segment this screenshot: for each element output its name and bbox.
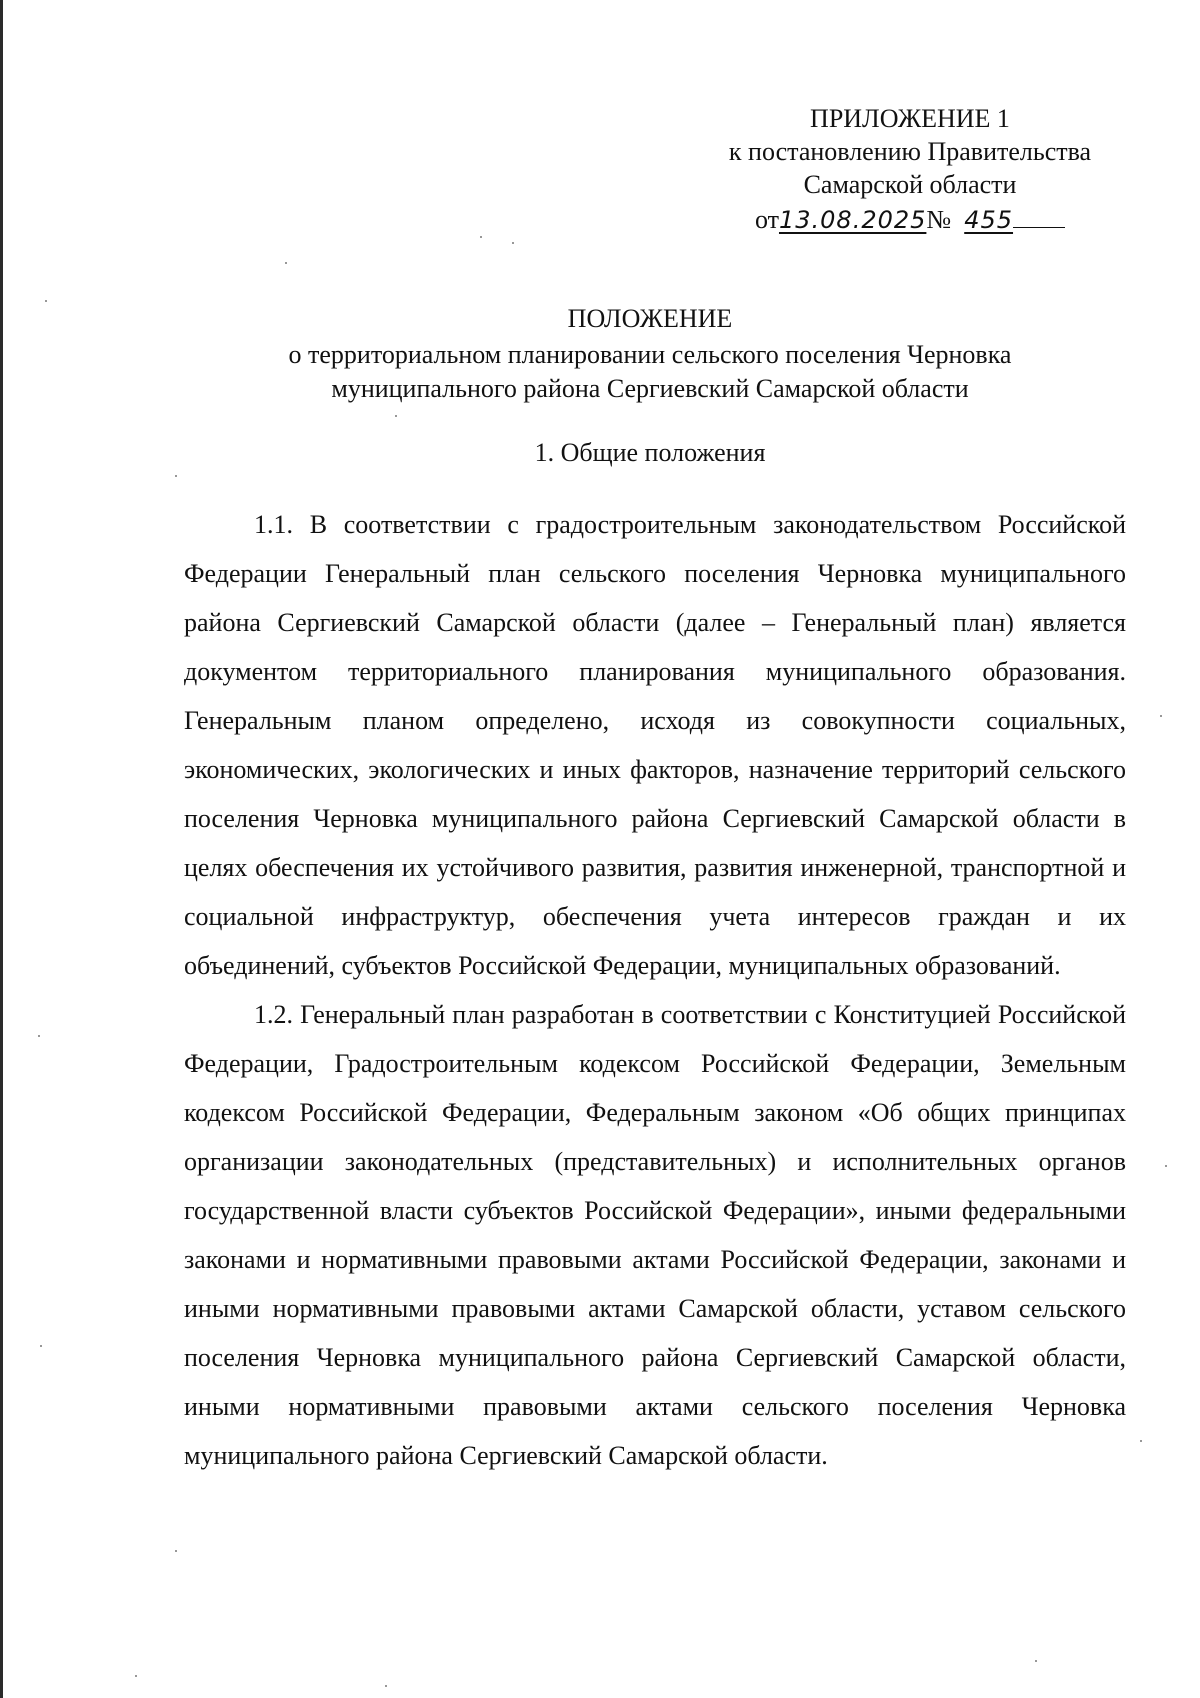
scan-speck	[45, 300, 47, 302]
attachment-date-line	[700, 203, 1120, 237]
number-sign: №	[926, 205, 952, 234]
scan-speck	[1140, 1440, 1142, 1442]
scan-speck	[40, 1345, 42, 1347]
scan-speck	[135, 1675, 137, 1677]
attachment-line-1: к постановлению Правительства	[728, 137, 1092, 166]
scan-speck	[175, 475, 177, 477]
paragraph-1-1: 1.1. В соответствии с градостроительным законодательством Российской Федерации Генеральный план сельского поселения Черновка муниципального района Сергиевский Самарской области (далее – Генеральный план) является документом территориального планирования муниципального образования. Генеральным планом определено, исходя из совокупности социальных, экономических, экологических и иных факторов, назначение территорий сельского поселения Черновка муниципального района Сергиевский Самарской области в целях обеспечения их устойчивого развития, развития инженерной, транспортной и социальной инфраструктур, обеспечения учета интересов граждан и их объединений, субъектов Российской Федерации, муниципальных образований.	[184, 510, 1126, 980]
scan-speck	[1035, 1660, 1037, 1662]
subtitle-line-1: о территориальном планировании сельского поселения Черновка	[288, 340, 1012, 369]
scan-speck	[480, 236, 482, 238]
scan-speck	[1160, 715, 1162, 717]
scan-speck	[512, 242, 514, 244]
section-title: 1. Общие положения	[534, 438, 766, 467]
number-underline	[1013, 207, 1065, 228]
handwritten-number: 455	[964, 206, 1014, 234]
paragraph-1-2: 1.2. Генеральный план разработан в соответствии с Конституцией Российской Федерации, Градостроительным кодексом Российской Федерации, Земельным кодексом Российской Федерации, Федеральным законом «Об общих принципах организации законодательных (представительных) и исполнительных органов государственной власти субъектов Российской Федерации», иными федеральными законами и нормативными правовыми актами Российской Федерации, законами и иными нормативными правовыми актами Самарской области, уставом сельского поселения Черновка муниципального района Сергиевский Самарской области, иными нормативными правовыми актами сельского поселения Черновка муниципального района Сергиевский Самарской области.	[184, 1000, 1126, 1470]
subtitle-line-2: муниципального района Сергиевский Самарской области	[331, 374, 969, 403]
scan-speck	[38, 1035, 40, 1037]
scan-speck	[285, 262, 287, 264]
attachment-block	[700, 102, 1120, 237]
scan-speck	[175, 1550, 177, 1552]
handwritten-date: 13.08.2025	[778, 206, 927, 234]
attachment-line-2: Самарской области	[803, 170, 1017, 199]
date-prefix: от	[754, 205, 779, 234]
document-subtitle	[180, 338, 1120, 406]
scan-speck	[1165, 1165, 1167, 1167]
attachment-title: ПРИЛОЖЕНИЕ 1	[810, 104, 1010, 133]
document-body	[184, 500, 1126, 1480]
document-title: ПОЛОЖЕНИЕ	[567, 304, 733, 333]
scan-left-edge	[0, 0, 3, 1698]
scan-speck	[385, 1685, 387, 1687]
scan-speck	[395, 415, 397, 417]
